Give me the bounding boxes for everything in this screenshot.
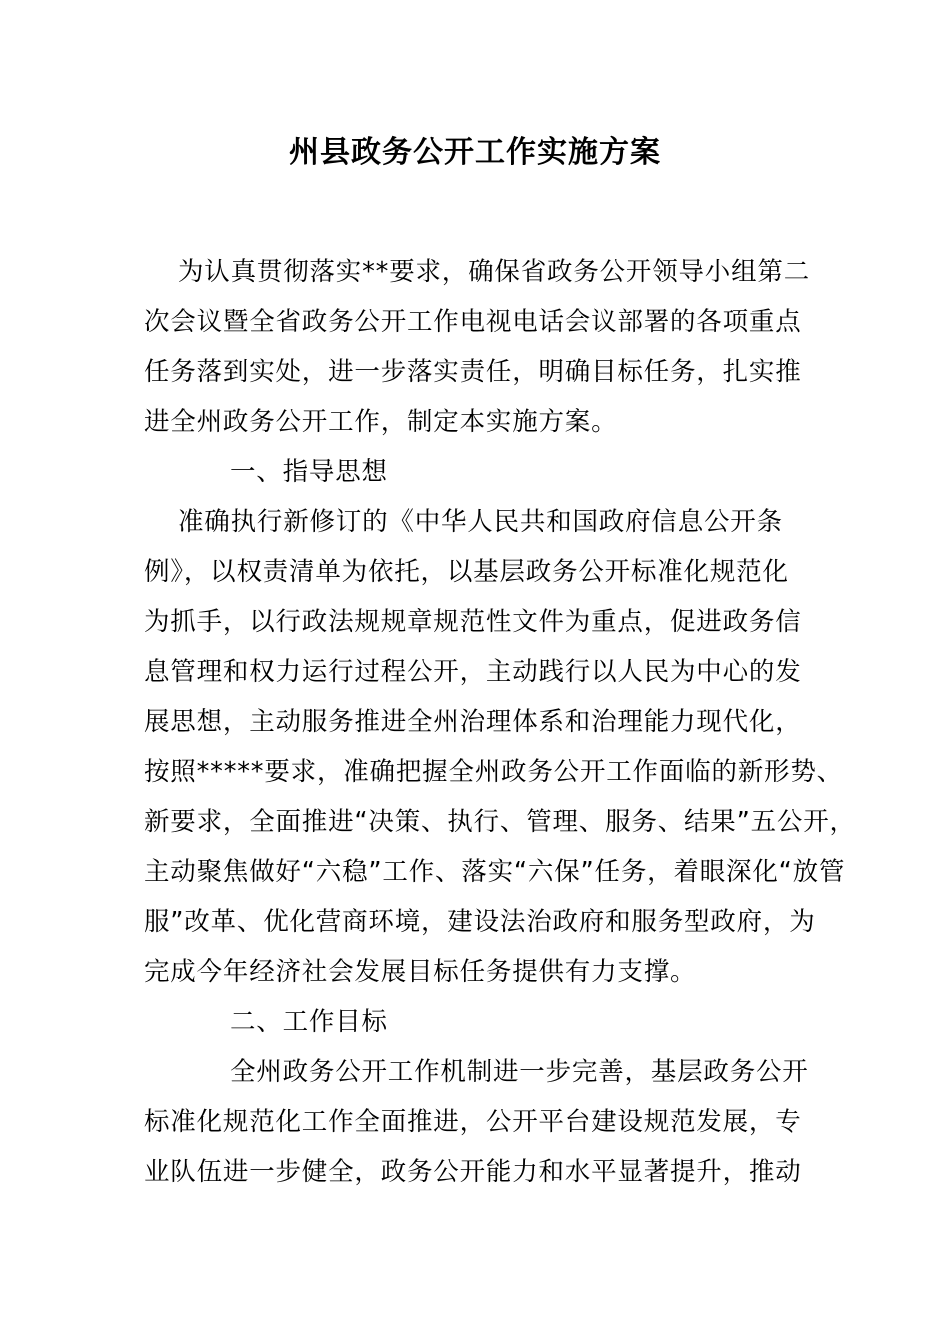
paragraph-line: 服”改革、优化营商环境，建设法治政府和服务型政府，为 [144, 907, 816, 937]
paragraph-line: 按照*****要求，准确把握全州政务公开工作面临的新形势、 [144, 757, 843, 787]
section-heading-work-goals: 二、工作目标 [230, 1007, 388, 1037]
paragraph-line: 次会议暨全省政务公开工作电视电话会议部署的各项重点 [144, 307, 802, 337]
paragraph-line: 进全州政务公开工作，制定本实施方案。 [144, 407, 618, 437]
document-title: 州县政务公开工作实施方案 [289, 135, 661, 170]
paragraph-line: 准确执行新修订的《中华人民共和国政府信息公开条 [178, 507, 783, 537]
paragraph-line: 新要求，全面推进“决策、执行、管理、服务、结果”五公开， [144, 807, 856, 837]
paragraph-line: 展思想，主动服务推进全州治理体系和治理能力现代化， [144, 707, 802, 737]
document-body [144, 247, 856, 1197]
paragraph-line: 完成今年经济社会发展目标任务提供有力支撑。 [144, 957, 697, 987]
paragraph-line: 例》，以权责清单为依托，以基层政务公开标准化规范化 [144, 557, 789, 587]
paragraph-line: 为认真贯彻落实**要求，确保省政务公开领导小组第二 [178, 257, 811, 287]
paragraph-line: 任务落到实处，进一步落实责任，明确目标任务，扎实推 [144, 357, 802, 387]
paragraph-line: 业队伍进一步健全，政务公开能力和水平显著提升，推动 [144, 1157, 802, 1187]
paragraph-line: 息管理和权力运行过程公开，主动践行以人民为中心的发 [144, 657, 802, 687]
section-heading-guiding-thought: 一、指导思想 [230, 457, 388, 487]
paragraph-line: 标准化规范化工作全面推进，公开平台建设规范发展，专 [144, 1107, 802, 1137]
paragraph-line: 为抓手，以行政法规规章规范性文件为重点，促进政务信 [144, 607, 802, 637]
paragraph-line: 主动聚焦做好“六稳”工作、落实“六保”任务，着眼深化“放管 [144, 857, 846, 887]
paragraph-line: 全州政务公开工作机制进一步完善，基层政务公开 [230, 1057, 809, 1087]
